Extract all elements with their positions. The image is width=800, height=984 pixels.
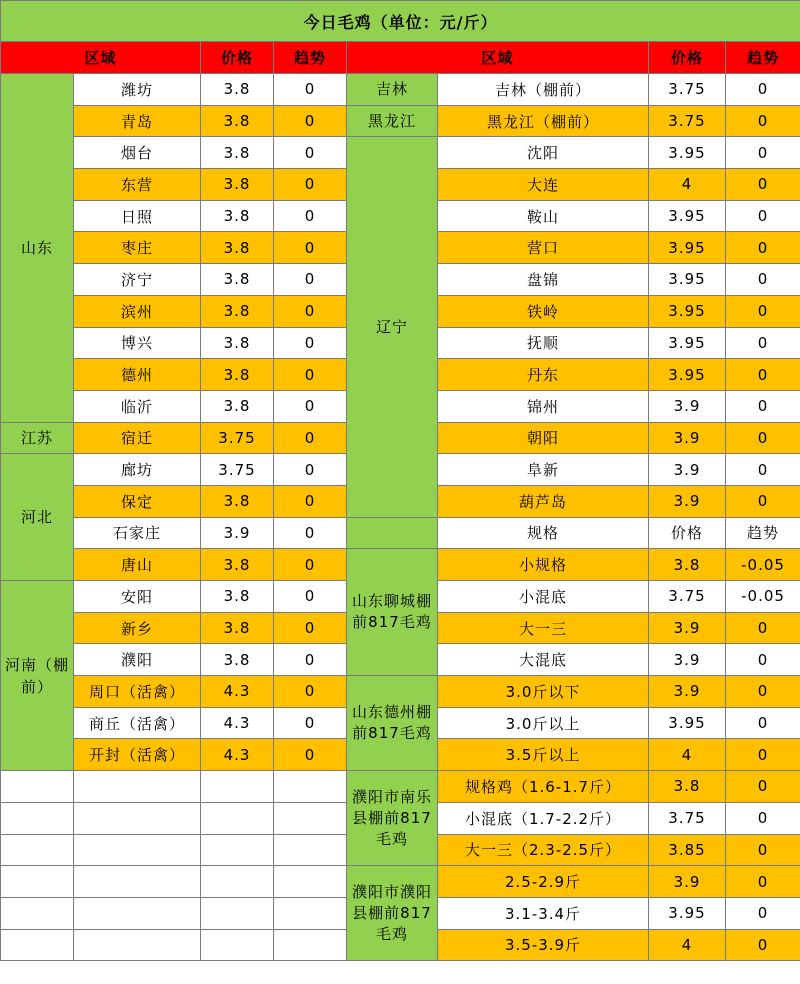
spec-item-cell: 2.5-2.9斤 xyxy=(438,866,649,898)
table-row xyxy=(1,866,800,898)
spec-item-cell: 小混底（1.7-2.2斤） xyxy=(438,802,649,834)
left-trend-cell: 0 xyxy=(274,485,347,517)
table-row xyxy=(1,771,800,803)
left-trend-cell: 0 xyxy=(274,359,347,391)
spec-trend-cell: 0 xyxy=(726,739,800,771)
left-city-cell: 濮阳 xyxy=(74,644,201,676)
empty-cell xyxy=(274,802,347,834)
left-city-cell: 枣庄 xyxy=(74,232,201,264)
right-price-cell: 3.95 xyxy=(649,232,726,264)
right-trend-cell: 0 xyxy=(726,74,800,106)
left-city-cell: 滨州 xyxy=(74,295,201,327)
left-city-cell: 新乡 xyxy=(74,612,201,644)
right-price-cell: 3.9 xyxy=(649,485,726,517)
empty-cell xyxy=(74,834,201,866)
right-trend-cell: 0 xyxy=(726,232,800,264)
left-price-cell: 4.3 xyxy=(201,676,274,708)
left-trend-cell: 0 xyxy=(274,707,347,739)
header-price-left: 价格 xyxy=(201,42,274,74)
left-price-cell: 3.8 xyxy=(201,74,274,106)
left-trend-cell: 0 xyxy=(274,549,347,581)
left-city-cell: 东营 xyxy=(74,169,201,201)
spec-price-cell: 3.8 xyxy=(649,771,726,803)
empty-cell xyxy=(274,866,347,898)
spec-header-blank xyxy=(347,517,438,549)
spec-price-cell: 3.9 xyxy=(649,866,726,898)
right-price-cell: 3.95 xyxy=(649,359,726,391)
left-province-cell: 江苏 xyxy=(1,422,74,454)
empty-cell xyxy=(74,802,201,834)
right-trend-cell: 0 xyxy=(726,295,800,327)
empty-cell xyxy=(201,802,274,834)
spec-item-cell: 小混底 xyxy=(438,581,649,613)
empty-cell xyxy=(74,866,201,898)
right-city-cell: 抚顺 xyxy=(438,327,649,359)
left-trend-cell: 0 xyxy=(274,200,347,232)
empty-cell xyxy=(74,771,201,803)
spec-header-price: 价格 xyxy=(649,517,726,549)
left-trend-cell: 0 xyxy=(274,739,347,771)
right-city-cell: 阜新 xyxy=(438,454,649,486)
right-city-cell: 黑龙江（棚前） xyxy=(438,105,649,137)
right-trend-cell: 0 xyxy=(726,137,800,169)
spec-item-cell: 3.5斤以上 xyxy=(438,739,649,771)
empty-cell xyxy=(1,834,74,866)
right-trend-cell: 0 xyxy=(726,169,800,201)
header-trend-right: 趋势 xyxy=(726,42,800,74)
spec-item-cell: 大一三（2.3-2.5斤） xyxy=(438,834,649,866)
empty-cell xyxy=(201,834,274,866)
left-price-cell: 4.3 xyxy=(201,707,274,739)
left-city-cell: 安阳 xyxy=(74,581,201,613)
spec-item-cell: 3.5-3.9斤 xyxy=(438,929,649,961)
right-price-cell: 3.9 xyxy=(649,454,726,486)
left-price-cell: 3.8 xyxy=(201,105,274,137)
right-city-cell: 沈阳 xyxy=(438,137,649,169)
left-price-cell: 3.8 xyxy=(201,137,274,169)
spec-header-trend: 趋势 xyxy=(726,517,800,549)
empty-cell xyxy=(1,802,74,834)
table-row xyxy=(1,549,800,581)
spec-group-cell: 濮阳市南乐县棚前817毛鸡 xyxy=(347,771,438,866)
right-trend-cell: 0 xyxy=(726,485,800,517)
right-trend-cell: 0 xyxy=(726,327,800,359)
spec-item-cell: 3.1-3.4斤 xyxy=(438,897,649,929)
right-city-cell: 大连 xyxy=(438,169,649,201)
spec-price-cell: 3.85 xyxy=(649,834,726,866)
right-price-cell: 4 xyxy=(649,169,726,201)
left-city-cell: 青岛 xyxy=(74,105,201,137)
spec-price-cell: 4 xyxy=(649,929,726,961)
left-city-cell: 唐山 xyxy=(74,549,201,581)
table-row xyxy=(1,676,800,708)
left-trend-cell: 0 xyxy=(274,105,347,137)
right-city-cell: 铁岭 xyxy=(438,295,649,327)
left-trend-cell: 0 xyxy=(274,390,347,422)
left-city-cell: 石家庄 xyxy=(74,517,201,549)
right-price-cell: 3.95 xyxy=(649,137,726,169)
left-price-cell: 3.8 xyxy=(201,612,274,644)
spec-trend-cell: 0 xyxy=(726,834,800,866)
left-province-cell: 河南（棚前） xyxy=(1,581,74,771)
left-trend-cell: 0 xyxy=(274,454,347,486)
right-trend-cell: 0 xyxy=(726,454,800,486)
left-city-cell: 开封（活禽） xyxy=(74,739,201,771)
spec-trend-cell: -0.05 xyxy=(726,549,800,581)
right-price-cell: 3.9 xyxy=(649,390,726,422)
empty-cell xyxy=(74,929,201,961)
header-region-right: 区域 xyxy=(347,42,649,74)
empty-cell xyxy=(274,834,347,866)
empty-cell xyxy=(201,897,274,929)
spec-trend-cell: 0 xyxy=(726,707,800,739)
left-city-cell: 潍坊 xyxy=(74,74,201,106)
left-price-cell: 3.8 xyxy=(201,485,274,517)
left-trend-cell: 0 xyxy=(274,581,347,613)
right-city-cell: 锦州 xyxy=(438,390,649,422)
left-price-cell: 3.8 xyxy=(201,581,274,613)
spec-header-spec: 规格 xyxy=(438,517,649,549)
table-row xyxy=(1,105,800,137)
left-trend-cell: 0 xyxy=(274,74,347,106)
empty-cell xyxy=(201,771,274,803)
spec-trend-cell: 0 xyxy=(726,676,800,708)
spec-trend-cell: 0 xyxy=(726,644,800,676)
spec-item-cell: 大混底 xyxy=(438,644,649,676)
left-city-cell: 博兴 xyxy=(74,327,201,359)
left-city-cell: 廊坊 xyxy=(74,454,201,486)
right-price-cell: 3.75 xyxy=(649,74,726,106)
spec-trend-cell: 0 xyxy=(726,897,800,929)
spec-item-cell: 3.0斤以上 xyxy=(438,707,649,739)
left-price-cell: 3.8 xyxy=(201,200,274,232)
left-price-cell: 3.75 xyxy=(201,422,274,454)
table-row xyxy=(1,74,800,106)
left-price-cell: 3.8 xyxy=(201,232,274,264)
left-province-cell: 山东 xyxy=(1,74,74,423)
left-price-cell: 3.8 xyxy=(201,295,274,327)
left-trend-cell: 0 xyxy=(274,169,347,201)
left-city-cell: 济宁 xyxy=(74,264,201,296)
empty-cell xyxy=(1,866,74,898)
empty-cell xyxy=(74,897,201,929)
right-trend-cell: 0 xyxy=(726,200,800,232)
right-city-cell: 葫芦岛 xyxy=(438,485,649,517)
right-trend-cell: 0 xyxy=(726,105,800,137)
empty-cell xyxy=(201,866,274,898)
left-city-cell: 保定 xyxy=(74,485,201,517)
left-trend-cell: 0 xyxy=(274,327,347,359)
left-trend-cell: 0 xyxy=(274,264,347,296)
spec-item-cell: 3.0斤以下 xyxy=(438,676,649,708)
left-city-cell: 临沂 xyxy=(74,390,201,422)
right-city-cell: 吉林（棚前） xyxy=(438,74,649,106)
spec-trend-cell: 0 xyxy=(726,866,800,898)
empty-cell xyxy=(274,929,347,961)
left-price-cell: 3.8 xyxy=(201,264,274,296)
right-price-cell: 3.95 xyxy=(649,200,726,232)
right-price-cell: 3.95 xyxy=(649,327,726,359)
spec-group-cell: 山东德州棚前817毛鸡 xyxy=(347,676,438,771)
right-trend-cell: 0 xyxy=(726,264,800,296)
empty-cell xyxy=(1,929,74,961)
header-region-left: 区域 xyxy=(1,42,201,74)
left-price-cell: 3.8 xyxy=(201,390,274,422)
spec-price-cell: 3.95 xyxy=(649,897,726,929)
left-price-cell: 3.75 xyxy=(201,454,274,486)
spec-trend-cell: 0 xyxy=(726,612,800,644)
empty-cell xyxy=(201,929,274,961)
left-city-cell: 商丘（活禽） xyxy=(74,707,201,739)
left-city-cell: 烟台 xyxy=(74,137,201,169)
sheet-title: 今日毛鸡（单位：元/斤） xyxy=(1,1,800,42)
left-trend-cell: 0 xyxy=(274,517,347,549)
left-city-cell: 宿迁 xyxy=(74,422,201,454)
left-price-cell: 3.9 xyxy=(201,517,274,549)
left-trend-cell: 0 xyxy=(274,644,347,676)
left-price-cell: 4.3 xyxy=(201,739,274,771)
right-price-cell: 3.95 xyxy=(649,264,726,296)
right-city-cell: 营口 xyxy=(438,232,649,264)
spec-group-cell: 山东聊城棚前817毛鸡 xyxy=(347,549,438,676)
spec-item-cell: 小规格 xyxy=(438,549,649,581)
right-price-cell: 3.75 xyxy=(649,105,726,137)
left-trend-cell: 0 xyxy=(274,676,347,708)
right-price-cell: 3.95 xyxy=(649,295,726,327)
spec-trend-cell: 0 xyxy=(726,929,800,961)
spec-price-cell: 4 xyxy=(649,739,726,771)
spec-trend-cell: -0.05 xyxy=(726,581,800,613)
empty-cell xyxy=(274,897,347,929)
right-city-cell: 鞍山 xyxy=(438,200,649,232)
right-trend-cell: 0 xyxy=(726,422,800,454)
spec-price-cell: 3.9 xyxy=(649,644,726,676)
left-trend-cell: 0 xyxy=(274,232,347,264)
left-trend-cell: 0 xyxy=(274,137,347,169)
header-price-right: 价格 xyxy=(649,42,726,74)
spec-price-cell: 3.75 xyxy=(649,581,726,613)
empty-cell xyxy=(274,771,347,803)
right-price-cell: 3.9 xyxy=(649,422,726,454)
left-price-cell: 3.8 xyxy=(201,169,274,201)
spec-group-cell: 濮阳市濮阳县棚前817毛鸡 xyxy=(347,866,438,961)
left-city-cell: 日照 xyxy=(74,200,201,232)
right-city-cell: 朝阳 xyxy=(438,422,649,454)
spec-price-cell: 3.95 xyxy=(649,707,726,739)
left-price-cell: 3.8 xyxy=(201,644,274,676)
left-trend-cell: 0 xyxy=(274,612,347,644)
right-trend-cell: 0 xyxy=(726,359,800,391)
right-city-cell: 丹东 xyxy=(438,359,649,391)
table-row xyxy=(1,517,800,549)
left-trend-cell: 0 xyxy=(274,295,347,327)
left-price-cell: 3.8 xyxy=(201,359,274,391)
header-trend-left: 趋势 xyxy=(274,42,347,74)
left-trend-cell: 0 xyxy=(274,422,347,454)
spec-item-cell: 规格鸡（1.6-1.7斤） xyxy=(438,771,649,803)
right-province-cell: 黑龙江 xyxy=(347,105,438,137)
spec-price-cell: 3.9 xyxy=(649,676,726,708)
right-province-cell: 吉林 xyxy=(347,74,438,106)
right-province-cell: 辽宁 xyxy=(347,137,438,517)
spec-price-cell: 3.75 xyxy=(649,802,726,834)
right-trend-cell: 0 xyxy=(726,390,800,422)
spec-trend-cell: 0 xyxy=(726,802,800,834)
spec-trend-cell: 0 xyxy=(726,771,800,803)
left-price-cell: 3.8 xyxy=(201,549,274,581)
left-price-cell: 3.8 xyxy=(201,327,274,359)
left-city-cell: 周口（活禽） xyxy=(74,676,201,708)
spec-price-cell: 3.8 xyxy=(649,549,726,581)
empty-cell xyxy=(1,771,74,803)
spec-price-cell: 3.9 xyxy=(649,612,726,644)
right-city-cell: 盘锦 xyxy=(438,264,649,296)
empty-cell xyxy=(1,897,74,929)
spec-item-cell: 大一三 xyxy=(438,612,649,644)
left-province-cell: 河北 xyxy=(1,454,74,581)
left-city-cell: 德州 xyxy=(74,359,201,391)
table-row xyxy=(1,137,800,169)
